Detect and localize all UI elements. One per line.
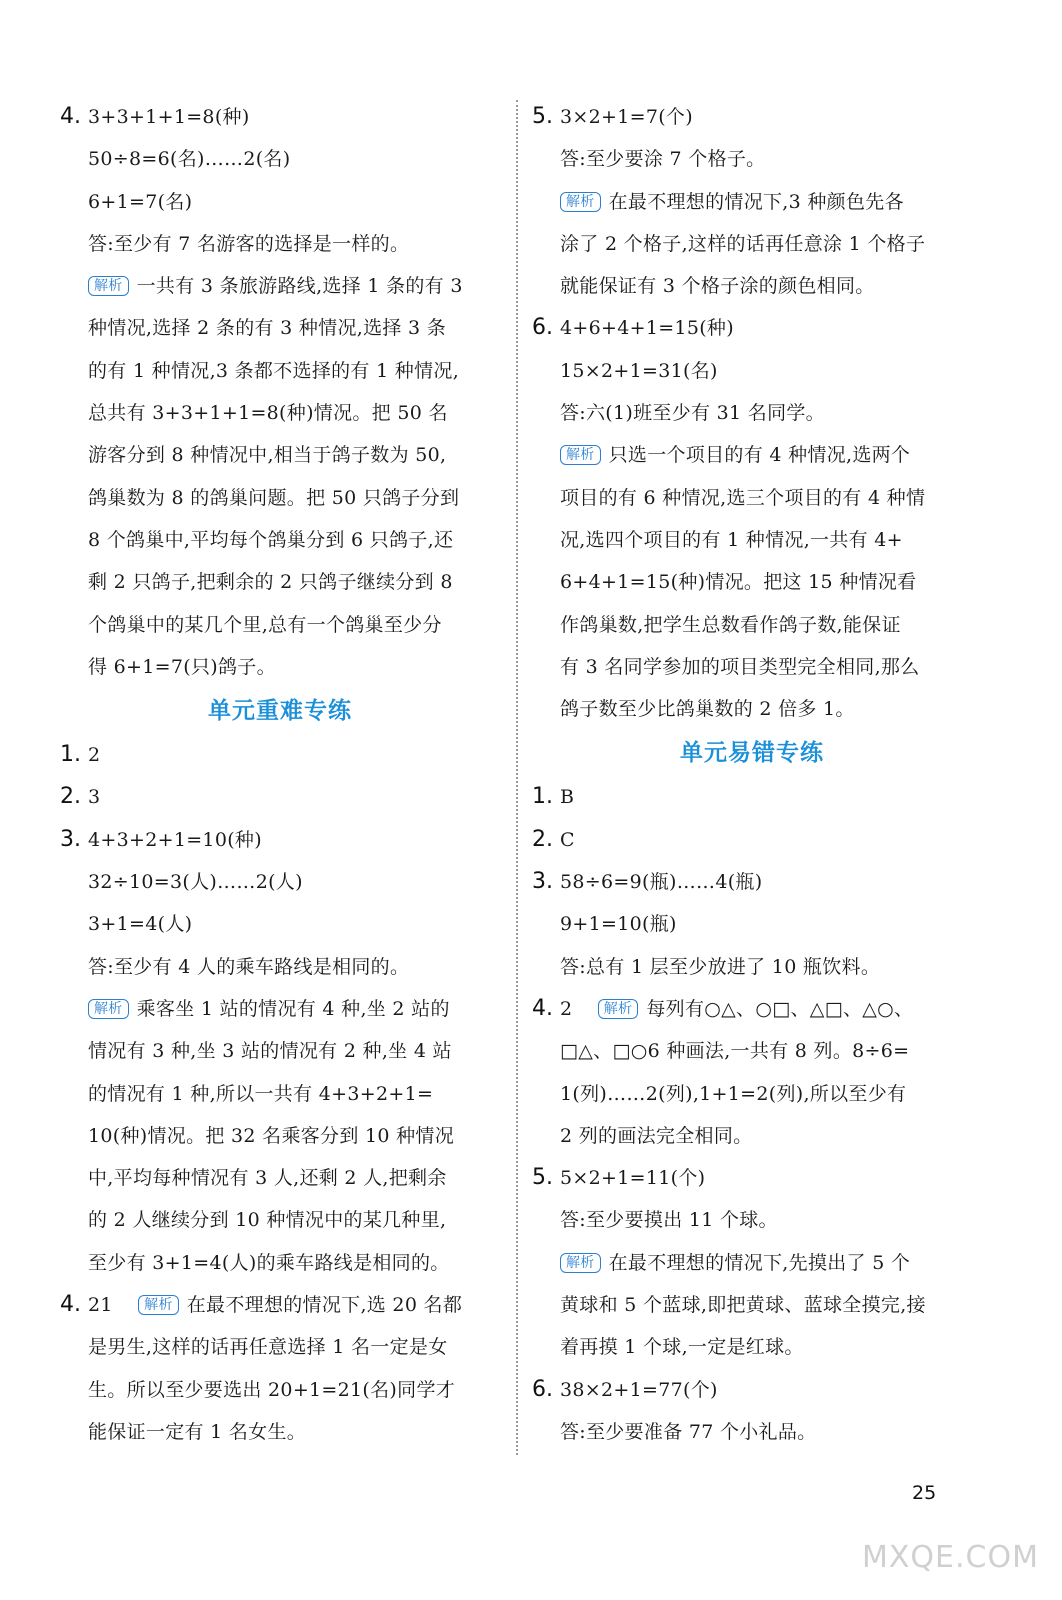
analysis-line: 总共有 3+3+1+1=8(种)情况。把 50 名 [88,402,448,425]
question-number: 6. [532,315,553,341]
analysis-line: 至少有 3+1=4(人)的乘车路线是相同的。 [88,1251,450,1274]
analysis-line: 有 3 名同学参加的项目类型完全相同,那么 [560,655,920,678]
question-number: 4. [60,104,81,129]
analysis-line: 的情况有 1 种,所以一共有 4+3+2+1= [88,1082,434,1105]
question-4b-left [60,1284,500,1453]
analysis-text: 一共有 3 条旅游路线,选择 1 条的有 3 [136,275,463,298]
question-number: 3. [532,869,553,895]
analysis-tag: 解析 [560,192,601,212]
question-number: 5. [532,1165,553,1191]
analysis-line: 是男生,这样的话再任意选择 1 名一定是女 [88,1336,448,1359]
right-column [532,96,972,1453]
answer-value: 21 [88,1294,113,1317]
answer-line: 答:至少要准备 77 个小礼品。 [560,1420,817,1443]
analysis-line [532,181,972,223]
answer-line: 3+3+1+1=8(种) [88,106,250,128]
analysis-line [532,434,972,476]
answer-line: 答:六(1)班至少有 31 名同学。 [560,402,825,425]
analysis-line: 况,选四个项目的有 1 种情况,一共有 4+ [560,528,903,551]
analysis-line: 8 个鸽巢中,平均每个鸽巢分到 6 只鸽子,还 [88,528,454,551]
answer-line: C [560,828,575,851]
analysis-line: 2 列的画法完全相同。 [560,1124,753,1147]
answer-line: 答:至少要涂 7 个格子。 [560,148,766,171]
analysis-line: 生。所以至少要选出 20+1=21(名)同学才 [88,1378,456,1401]
answer-line: 3×2+1=7(个) [560,106,693,128]
section-title: 单元易错专练 [680,740,824,767]
watermark: MXQE.COM [862,1540,1039,1575]
answer-line: 5×2+1=11(个) [560,1167,706,1190]
question-4-right [532,988,972,1157]
question-number: 6. [532,1376,553,1402]
question-5-right [532,96,972,307]
answer-line: B [560,786,575,809]
answer-line: 15×2+1=31(名) [560,359,718,382]
question-number: 3. [60,826,81,852]
question-6-right [532,307,972,730]
analysis-text: 在最不理想的情况下,选 20 名都 [186,1294,463,1317]
question-1-right [532,776,972,818]
question-5b-right [532,1157,972,1368]
analysis-line: 能保证一定有 1 名女生。 [88,1420,307,1443]
answer-line: 4+6+4+1=15(种) [560,317,734,340]
section-title: 单元重难专练 [208,698,352,725]
analysis-line: 项目的有 6 种情况,选三个项目的有 4 种情 [560,486,926,509]
answer-line: 50÷8=6(名)……2(名) [88,148,291,171]
answer-line: 3 [88,786,101,809]
analysis-line: 剩 2 只鸽子,把剩余的 2 只鸽子继续分到 8 [88,571,453,594]
analysis-line: 着再摸 1 个球,一定是红球。 [560,1336,804,1359]
analysis-text: 在最不理想的情况下,3 种颜色先各 [608,190,904,213]
analysis-line [532,1242,972,1284]
analysis-line: 鸽子数至少比鸽巢数的 2 倍多 1。 [560,698,855,721]
analysis-line: 的 2 人继续分到 10 种情况中的某几种里, [88,1209,447,1232]
analysis-line: 作鸽巢数,把学生总数看作鸽子数,能保证 [560,613,901,636]
analysis-tag: 解析 [88,276,129,296]
answer-line: 3+1=4(人) [88,913,193,936]
question-number: 1. [532,784,553,810]
answer-line: 38×2+1=77(个) [560,1378,718,1401]
answer-line: 答:至少有 4 人的乘车路线是相同的。 [88,955,410,978]
question-1-left [60,734,500,776]
question-number: 5. [532,104,553,129]
analysis-line: 涂了 2 个格子,这样的话再任意涂 1 个格子 [560,232,926,255]
analysis-tag: 解析 [560,445,601,465]
analysis-text: 每列有○△、○□、△□、△○、 [646,997,914,1020]
analysis-text: 在最不理想的情况下,先摸出了 5 个 [608,1251,911,1274]
analysis-tag: 解析 [560,1253,601,1273]
answer-line: 32÷10=3(人)……2(人) [88,871,303,894]
analysis-line: 情况有 3 种,坐 3 站的情况有 2 种,坐 4 站 [88,1040,452,1063]
analysis-line: 游客分到 8 种情况中,相当于鸽子数为 50, [88,444,447,467]
answer-line: 答:至少要摸出 11 个球。 [560,1209,778,1232]
answer-line: 2 [88,744,101,767]
analysis-line: 得 6+1=7(只)鸽子。 [88,655,276,678]
analysis-text: 只选一个项目的有 4 种情况,选两个 [608,444,911,467]
answer-line: 9+1=10(瓶) [560,913,677,936]
question-number: 1. [60,742,81,768]
analysis-line: 种情况,选择 2 条的有 3 种情况,选择 3 条 [88,317,447,340]
column-divider [516,100,518,1455]
question-6b-right [532,1369,972,1454]
question-3-right [532,861,972,988]
analysis-line: 黄球和 5 个蓝球,即把黄球、蓝球全摸完,接 [560,1294,926,1317]
analysis-line [60,988,500,1030]
analysis-line [532,988,972,1030]
analysis-line: 的有 1 种情况,3 条都不选择的有 1 种情况, [88,359,460,382]
question-3-left [60,819,500,1284]
analysis-tag: 解析 [598,999,639,1019]
question-number: 4. [60,1292,81,1318]
answer-line: 6+1=7(名) [88,190,193,213]
analysis-line: 6+4+1=15(种)情况。把这 15 种情况看 [560,571,917,594]
analysis-tag: 解析 [138,1295,179,1315]
page-number: 25 [912,1482,937,1504]
analysis-line: 鸽巢数为 8 的鸽巢问题。把 50 只鸽子分到 [88,486,460,509]
left-column [60,96,500,1453]
analysis-tag: 解析 [88,999,129,1019]
question-number: 2. [60,784,81,810]
question-2-right [532,819,972,861]
answer-line: 58÷6=9(瓶)……4(瓶) [560,871,763,894]
analysis-line [60,1284,500,1326]
answer-value: 2 [560,997,573,1020]
question-4-left [60,96,500,688]
answer-line: 答:至少有 7 名游客的选择是一样的。 [88,232,410,255]
analysis-line: □△、□○6 种画法,一共有 8 列。8÷6= [560,1040,910,1063]
analysis-line: 10(种)情况。把 32 名乘客分到 10 种情况 [88,1124,455,1147]
answer-line: 4+3+2+1=10(种) [88,828,262,851]
analysis-text: 乘客坐 1 站的情况有 4 种,坐 2 站的 [136,997,450,1020]
analysis-line [60,265,500,307]
analysis-line: 中,平均每种情况有 3 人,还剩 2 人,把剩余 [88,1167,447,1190]
analysis-line: 个鸽巢中的某几个里,总有一个鸽巢至少分 [88,613,442,636]
analysis-line: 就能保证有 3 个格子涂的颜色相同。 [560,275,875,298]
question-2-left [60,776,500,818]
question-number: 4. [532,995,553,1021]
analysis-line: 1(列)……2(列),1+1=2(列),所以至少有 [560,1082,907,1105]
question-number: 2. [532,826,553,852]
answer-line: 答:总有 1 层至少放进了 10 瓶饮料。 [560,955,881,978]
